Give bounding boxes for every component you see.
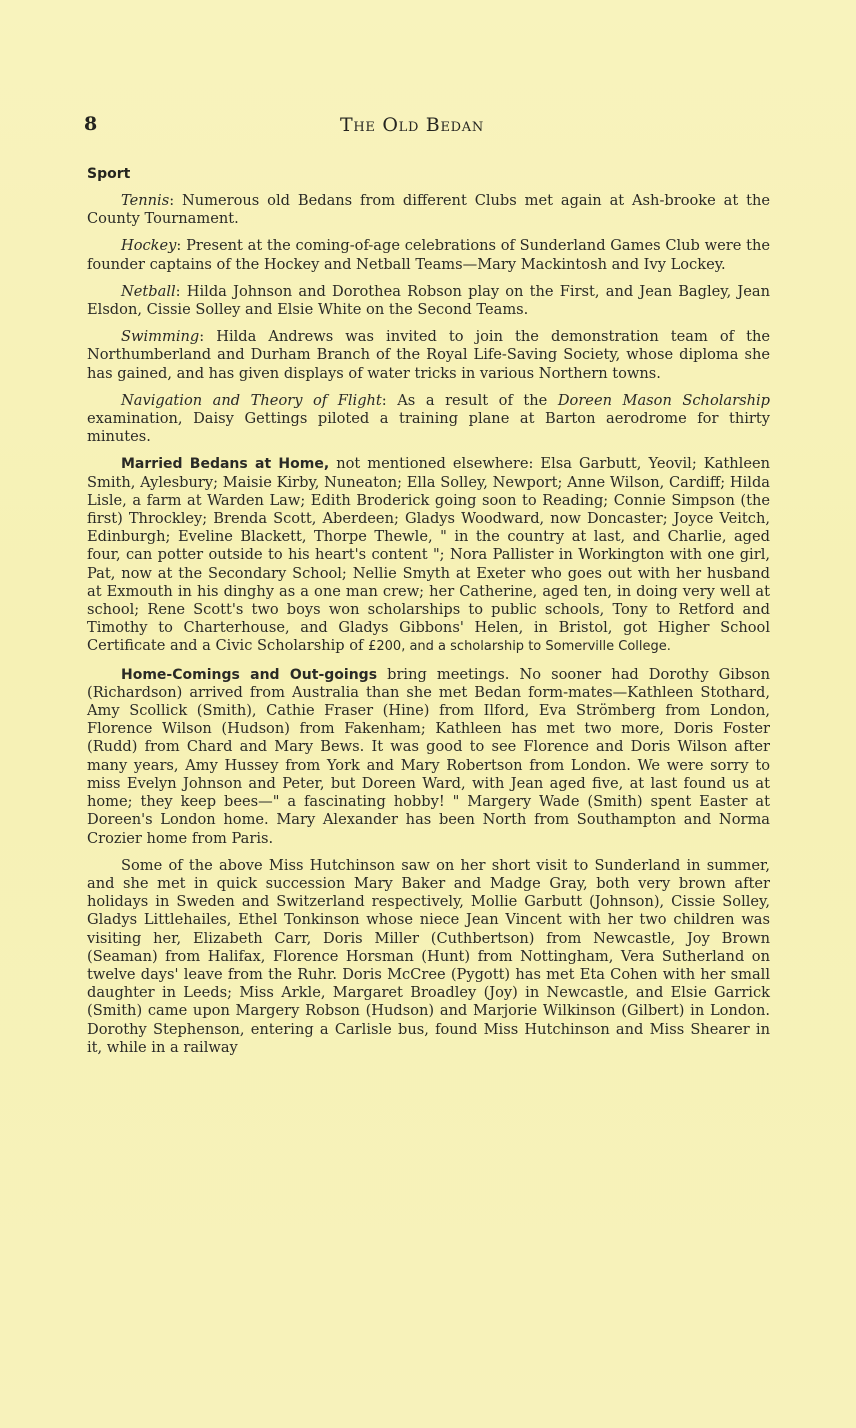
paragraph-visit (87, 857, 770, 1057)
paragraph-swimming (87, 328, 770, 383)
paragraph-married-bedans (87, 455, 770, 656)
paragraph-text: : Present at the coming-of-age celebrations of Sunderland Games Club were the founder captains of the Hockey and Netball Teams—Mary Mackintosh and Ivy Lockey. (87, 237, 770, 273)
article-body (87, 165, 770, 1066)
paragraph-homecomings (87, 666, 770, 848)
paragraph-text: bring meetings. No sooner had Dorothy Gibson (Richardson) arrived from Australia than she met Bedan form-mates—Kathleen Stothard, Amy Scollick (Smith), Cathie Fraser (Hine) from Ilford, Eva Strömberg from London, Florence Wilson (Hudson) from Fakenham; Kathleen has met two more, Doris Foster (Rudd) from Chard and Mary Bews. It was good to see Florence and Doris Wilson after many years, Amy Hussey from York and Mary Robertson from London. We were sorry to miss Evelyn Johnson and Peter, but Doreen Ward, with Jean aged five, at last found us at home; they keep bees—" a fascinating hobby! " Margery Wade (Smith) spent Easter at Doreen's London home. Mary Alexander has been North from Southampton and Norma Crozier home from Paris. (87, 665, 770, 847)
sport-lead-swimming: Swimming (121, 328, 200, 346)
page-number: 8 (84, 113, 98, 135)
paragraph-text: : Numerous old Bedans from different Clubs met again at Ash-brooke at the County Tournament. (87, 192, 770, 228)
paragraph-text: : Hilda Andrews was invited to join the demonstration team of the Northumberland and Durham Branch of the Royal Life-Saving Society, whose diploma she has gained, and has given displays of water tricks in various Northern towns. (87, 328, 770, 382)
paragraph-text: Some of the above Miss Hutchinson saw on her short visit to Sunderland in summer, and she met in quick succession Mary Baker and Madge Gray, both very brown after holidays in Sweden and Switzerland respectively, Mollie Garbutt (Johnson), Cissie Solley, Gladys Littlehailes, Ethel Tonkinson whose niece Jean Vincent with her two children was visiting her, Elizabeth Carr, Doris Miller (Cuthbertson) from Newcastle, Joy Brown (Seaman) from Halifax, Florence Horsman (Hunt) from Nottingham, Vera Sutherland on twelve days' leave from the Ruhr. Doris McCree (Pygott) has met Eta Cohen with her small daughter in Leeds; Miss Arkle, Margaret Broadley (Joy) in Newcastle, and Elsie Garrick (Smith) came upon Margery Robson (Hudson) and Marjorie Wilkinson (Gilbert) in London. Dorothy Stephenson, entering a Carlisle bus, found Miss Hutchinson and Miss Shearer in it, while in a railway (87, 856, 770, 1056)
paragraph-netball (87, 283, 770, 319)
homecomings-heading: Home-Comings and Out-goings (121, 666, 378, 683)
paragraph-text: : As a result of the (381, 391, 558, 409)
scholarship-name: Doreen Mason Scholarship (557, 391, 770, 409)
paragraph-text-end: £200, and a scholarship to Somerville College. (368, 639, 671, 655)
running-head: The Old Bedan (340, 114, 484, 136)
married-bedans-heading: Married Bedans at Home, (121, 456, 330, 473)
sport-lead-tennis: Tennis (121, 192, 170, 209)
sport-lead-navigation: Navigation and Theory of Flight (121, 391, 382, 409)
paragraph-text: : Hilda Johnson and Dorothea Robson play on the First, and Jean Bagley, Jean Elsdon, Cissie Solley and Elsie White on the Second Teams. (87, 282, 770, 319)
page-header (84, 113, 774, 143)
paragraph-tennis (87, 192, 770, 228)
sport-lead-netball: Netball (121, 282, 176, 300)
paragraph-navigation (87, 392, 770, 447)
paragraph-text: not mentioned elsewhere: Elsa Garbutt, Yeovil; Kathleen Smith, Aylesbury; Maisie Kirby, Nuneaton; Ella Solley, Newport; Anne Wilson, Cardiff; Hilda Lisle, a farm at Warden Law; Edith Broderick going soon to Reading; Connie Simpson (the first) Throckley; Brenda Scott, Aberdeen; Gladys Woodward, now Doncaster; Joyce Veitch, Edinburgh; Eveline Blackett, Thorpe Thewle, " in the country at last, and Charlie, aged four, can potter outside to his heart's content "; Nora Pallister in Workington with one girl, Pat, now at the Secondary School; Nellie Smyth at Exeter who goes out with her husband at Exmouth in his dinghy as a one man crew; her Catherine, aged ten, in doing very well at school; Rene Scott's two boys won scholarships to public schools, Tony to Retford and Timothy to Charterhouse, and Gladys Gibbons' Helen, in Bristol, got Higher School Certificate and a Civic Scholarship of (87, 455, 771, 655)
paragraph-text: examination, Daisy Gettings piloted a training plane at Barton aerodrome for thirty minutes. (87, 410, 770, 446)
sport-lead-hockey: Hockey (121, 237, 177, 255)
section-title: Sport (87, 166, 131, 182)
paragraph-hockey (87, 237, 770, 273)
